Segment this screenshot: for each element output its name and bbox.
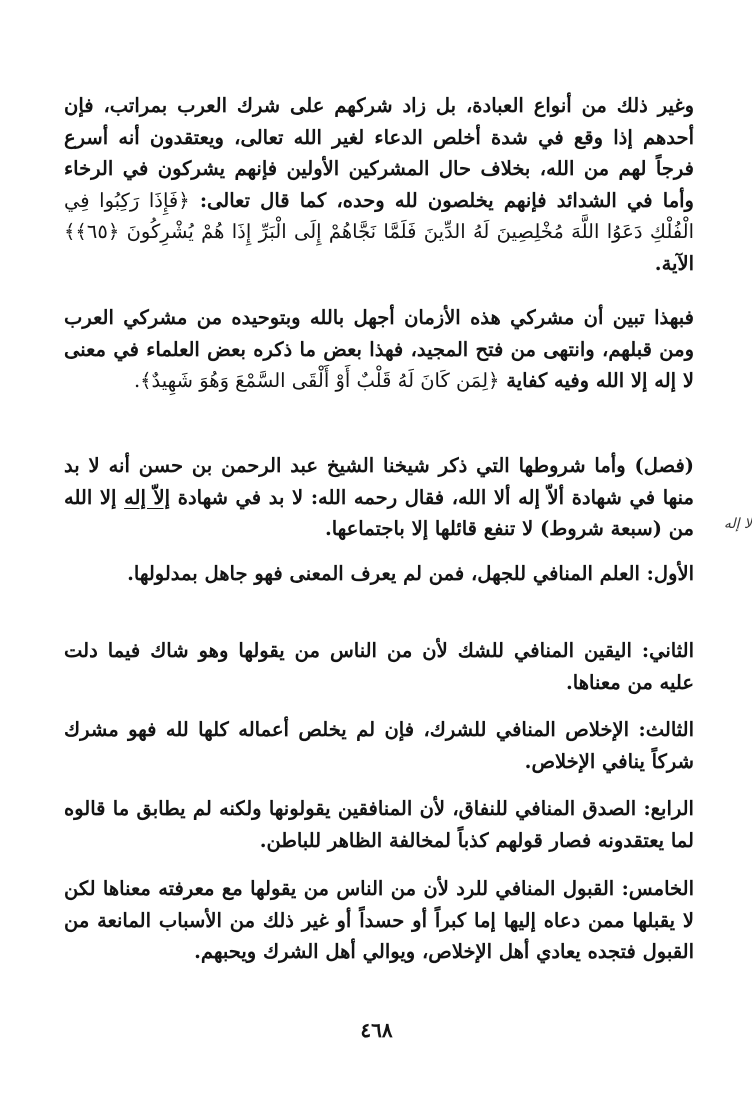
condition-label: الأول:: [646, 562, 694, 585]
text-line: الآية.: [654, 251, 694, 275]
text-line: أحدهم إذا وقع في شدة أخلص الدعاء لغير الله تعالى، ويعتقدون أنه أسرع: [64, 125, 694, 149]
condition-label: الثالث:: [638, 718, 695, 741]
condition-text: العلم المنافي للجهل، فمن لم يعرف المعنى فهو جاهل بمدلولها.: [127, 562, 640, 585]
condition-text: الإخلاص المنافي للشرك، فإن لم يخلص أعماله كلها لله فهو مشرك شركاً ينافي الإخلاص.: [64, 718, 694, 773]
quran-verse: ﴿لِمَن كَانَ لَهُ قَلْبٌ أَوْ أَلْقَى السَّمْعَ وَهُوَ شَهِيدٌ﴾.: [133, 369, 500, 392]
condition-text: اليقين المنافي للشك لأن من الناس من يقولها وهو شاك فيما دلت عليه من معناها.: [64, 639, 694, 694]
condition-label: الخامس:: [621, 877, 694, 900]
text-line: فرجاً لهم من الله، بخلاف حال المشركين الأولين فإنهم يشركون في الرخاء: [64, 157, 694, 180]
paragraph-text: إلا الله من (سبعة شروط) لا تنفع قائلها إلا باجتماعها.: [64, 485, 694, 540]
condition-second: [64, 635, 694, 698]
condition-fourth: [64, 793, 694, 856]
condition-label: الثاني:: [641, 639, 694, 662]
condition-fifth: [64, 873, 694, 968]
text-line: وغير ذلك من أنواع العبادة، بل زاد شركهم على شرك العرب بمراتب، فإن: [64, 94, 694, 117]
quran-verse: ﴿فَإِذَا رَكِبُوا فِي الْفُلْكِ دَعَوُا اللَّهَ مُخْلِصِينَ لَهُ الدِّينَ فَلَمَّا نَجَّاهُمْ إِلَى الْبَرِّ إِذَا هُمْ يُشْرِكُونَ ﴿٦٥﴾﴾: [64, 188, 694, 243]
section-label: (فصل): [634, 454, 694, 477]
paragraph-fasl-conditions: [64, 450, 694, 545]
text-line: وأما في الشدائد فإنهم يخلصون لله وحده، كما قال تعالى:: [199, 188, 694, 212]
underlined-phrase: إلاّ إله: [124, 485, 171, 509]
condition-text: الصدق المنافي للنفاق، لأن المنافقين يقولونها ولكنه لم يطابق ما قالوه لما يعتقدونه فصار قولهم كذباً لمخالفة الظاهر للباطن.: [64, 797, 694, 852]
page-number: ٤٦٨: [360, 1018, 393, 1042]
handwritten-margin-note: لا إله: [723, 516, 752, 532]
paragraph-text: فبهذا تبين أن مشركي هذه الأزمان أجهل بالله وبتوحيده من مشركي العرب ومن قبلهم، وانتهى من فتح المجيد، فهذا بعض ما ذكره بعض العلماء في معنى لا إله إلا الله وفيه كفاية: [64, 306, 694, 392]
condition-third: [64, 714, 694, 777]
paragraph-text: وأما شروطها التي ذكر شيخنا الشيخ عبد الرحمن بن حسن أنه لا بد منها في شهادة ألاّ إله ألا الله، فقال رحمه الله: لا بد في شهادة: [64, 454, 694, 509]
condition-first: [64, 558, 694, 590]
condition-label: الرابع:: [643, 797, 694, 820]
condition-text: القبول المنافي للرد لأن من الناس من يقولها مع معرفته معناها لكن لا يقبلها ممن دعاه إليها إما كبراً أو حسداً أو غير ذلك من الأسباب المانعة من القبول فتجده يعادي أهل الإخلاص، ويوالي أهل الشرك ويحبهم.: [64, 877, 694, 963]
paragraph-conclusion: [64, 302, 694, 397]
paragraph-polytheism-comparison: [64, 90, 694, 279]
